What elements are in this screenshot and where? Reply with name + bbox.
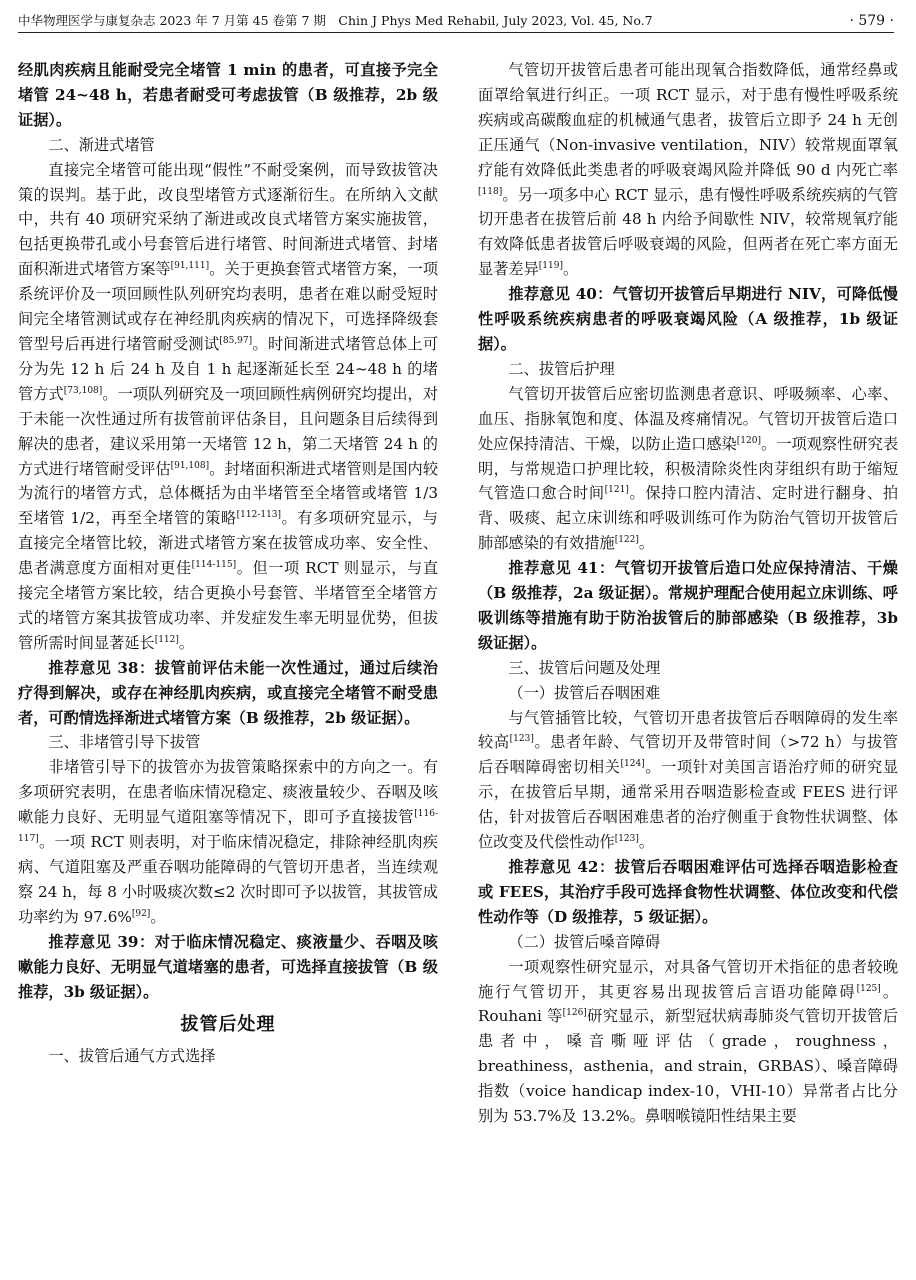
citation: [119] [538,261,563,272]
citation: [120] [736,435,761,446]
paragraph-nursing: 气管切开拔管后应密切监测患者意识、呼吸频率、心率、血压、指脉氧饱和度、体温及疼痛情况。气管切开拔管后造口处应保持清洁、干燥，以防止造口感染[120]。一项观察性研究表明，与常规造口护理比较，积极清除炎性肉芽组织有助于缩短气管造口愈合时间[121]。保持口腔内清洁、定时进行翻身、拍背、吸痰、起立床训练和呼吸训练可作为防治气管切开拔管后肺部感染的有效措施[122]。 [478,384,899,553]
paragraph-dysphagia: 与气管插管比较，气管切开患者拔管后吞咽障碍的发生率较高[123]。患者年龄、气管切开及带管时间（>72 h）与拔管后吞咽障碍密切相关[124]。一项针对美国言语治疗师的研究显示，在拔管后早期，通常采用吞咽造影检查或 FEES 进行评估，针对拔管后吞咽困难患者的治疗侧重于食物性状调整、体位改变及代偿性动作[123]。 [478,708,899,852]
section-heading-problems: 三、拔管后问题及处理 [508,658,661,677]
section-title-post-decannulation: 拔管后处理 [180,1014,276,1036]
citation: [91,108] [170,460,210,471]
subsection-heading-dysphagia: （一）拔管后吞咽困难 [508,683,661,702]
citation: [91,111] [170,261,210,272]
citation: [118] [478,186,503,197]
section-heading-ventilation: 一、拔管后通气方式选择 [48,1047,216,1066]
citation: [112] [154,634,179,645]
subsection-heading-voice-disorder: （二）拔管后嗓音障碍 [508,932,661,951]
paragraph-voice-disorder: 一项观察性研究显示，对具备气管切开术指征的患者较晚施行气管切开，其更容易出现拔管后言语功能障碍[125]。Rouhani 等[126]研究显示，新型冠状病毒肺炎气管切开拔管后患者中，嗓音嘶哑评估（grade，roughness，breathiness，asthenia，and strain，GRBAS）、嗓音障碍指数（voice handicap index-10，VHI-10）异常者占比分别为 53.7%及 13.2%。鼻咽喉镜阳性结果主要 [478,957,899,1126]
section-heading-non-capping: 三、非堵管引导下拔管 [48,733,201,752]
paragraph-ventilation: 气管切开拔管后患者可能出现氧合指数降低，通常经鼻或面罩给氧进行纠正。一项 RCT 显示，对于患有慢性呼吸系统疾病或高碳酸血症的机械通气患者，拔管后立即予 24 h 无创正压通气（Non-invasive ventilation，NIV）较常规面罩氧疗能有效降低此类患者的呼吸衰竭风险并降低 90 d 内死亡率[118]。另一项多中心 RCT 显示，患有慢性呼吸系统疾病的气管切开患者在拔管后前 48 h 内给予间歇性 NIV，较常规氧疗能有效降低患者拔管后呼吸衰竭的风险，但两者在死亡率方面无显著差异[119]。 [478,61,898,279]
right-column [478,58,898,1129]
section-heading-progressive-capping: 二、渐进式堵管 [48,135,155,154]
citation: [122] [614,535,639,546]
recommendation-39: 推荐意见 39：对于临床情况稳定、痰液量少、吞咽及咳嗽能力良好、无明显气道堵塞的患者，可选择直接拔管（B 级推荐，3b 级证据）。 [18,932,438,1001]
citation: [125] [856,983,881,994]
citation: [121] [604,485,629,496]
paragraph-progressive-capping: 直接完全堵管可能出现“假性”不耐受案例，而导致拔管决策的误判。基于此，改良型堵管方式逐渐衍生。在所纳入文献中，共有 40 项研究采纳了渐进或改良式堵管方案实施拔管，包括更换带孔或小号套管后进行堵管、时间渐进式堵管、封堵面积渐进式堵管方案等[91,111]。关于更换套管式堵管方案，一项系统评价及一项回顾性队列研究均表明，患者在难以耐受短时间完全堵管测试或存在神经肌肉疾病的情况下，可选择降级套管型号后再进行堵管耐受测试[85,97]。时间渐进式堵管总体上可分为先 12 h 后 24 h 及自 1 h 起逐渐延长至 24~48 h 的堵管方式[73,108]。一项队列研究及一项回顾性病例研究均提出，对于未能一次性通过所有拔管前评估条目，且问题条目后续得到解决的患者，建议采用第一天堵管 12 h，第二天堵管 24 h 的方式进行堵管耐受评估[91,108]。封堵面积渐进式堵管则是国内较为流行的堵管方式，总体概括为由半堵管至全堵管或堵管 1/3 至堵管 1/2，再至全堵管的策略[112-113]。有多项研究显示，与直接完全堵管比较，渐进式堵管方案在拔管成功率、安全性、患者满意度方面相对更佳[114-115]。但一项 RCT 则显示，与直接完全堵管方案比较，结合更换小号套管、半堵管至全堵管方式的堵管方案其拔管成功率、并发症发生率无明显优势，但拔管所需时间显著延长[112]。 [18,160,439,652]
citation: [114-115] [191,560,237,571]
citation: [112-113] [236,510,282,521]
citation: [124] [620,759,645,770]
recommendation-38: 推荐意见 38：拔管前评估未能一次性通过，通过后续治疗得到解决，或存在神经肌肉疾病，或直接完全堵管不耐受患者，可酌情选择渐进式堵管方案（B 级推荐，2b 级证据）。 [18,658,438,727]
citation: [85,97] [219,335,253,346]
recommendation-37-tail: 经肌肉疾病且能耐受完全堵管 1 min 的患者，可直接予完全堵管 24~48 h，若患者耐受可考虑拔管（B 级推荐，2b 级证据）。 [18,61,438,129]
citation: [126] [562,1008,587,1019]
running-header [18,10,894,33]
citation: [116-117] [18,809,438,845]
journal-citation: 中华物理医学与康复杂志 2023 年 7 月第 45 卷第 7 期 Chin J Phys Med Rehabil, July 2023, Vol. 45, No.7 [18,13,653,28]
citation: [92] [131,908,151,919]
recommendation-41: 推荐意见 41：气管切开拔管后造口处应保持清洁、干燥（B 级推荐，2a 级证据）。常规护理配合使用起立床训练、呼吸训练等措施有助于防治拔管后的肺部感染（B 级推荐，3b 级证据）。 [478,559,898,652]
paragraph-non-capping: 非堵管引导下的拔管亦为拔管策略探索中的方向之一。有多项研究表明，在患者临床情况稳定、痰液量较少、吞咽及咳嗽能力良好、无明显气道阻塞等情况下，即可予直接拔管[116-117]。一项 RCT 则表明，对于临床情况稳定，排除神经肌肉疾病、气道阻塞及严重吞咽功能障碍的气管切开患者，当连续观察 24 h，每 8 小时吸痰次数≤2 次时即可予以拔管，其拔管成功率约为 97.6%[92]。 [18,758,438,926]
citation: [123] [509,734,534,745]
section-heading-nursing: 二、拔管后护理 [508,359,615,378]
citation: [123] [614,834,639,845]
citation: [73,108] [63,385,103,396]
page-number: · 579 · [849,13,894,29]
left-column [18,58,438,1069]
recommendation-42: 推荐意见 42：拔管后吞咽困难评估可选择吞咽造影检查或 FEES，其治疗手段可选择食物性状调整、体位改变和代偿性动作等（D 级推荐，5 级证据）。 [478,858,898,926]
recommendation-40: 推荐意见 40：气管切开拔管后早期进行 NIV，可降低慢性呼吸系统疾病患者的呼吸衰竭风险（A 级推荐，1b 级证据）。 [478,285,898,353]
